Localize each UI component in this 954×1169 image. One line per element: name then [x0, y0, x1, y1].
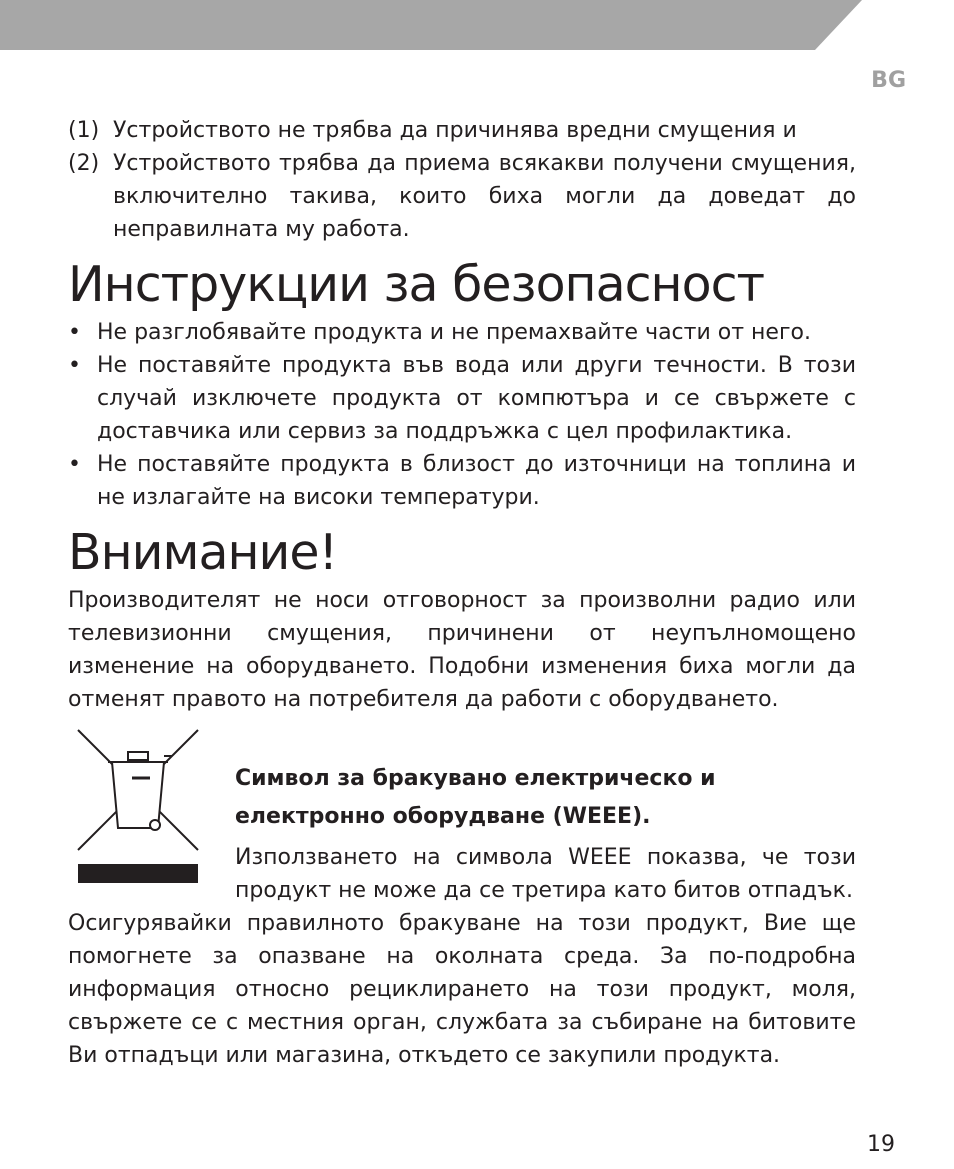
language-label: BG	[871, 68, 906, 93]
bullet-icon: •	[68, 452, 81, 477]
header-band	[0, 0, 954, 50]
safety-item-text: Не поставяйте продукта във вода или други течности. В този случай изключете продукта от компютъра и се свържете с доставчика или сервиз за поддръжка с цел профилактика.	[97, 353, 856, 444]
numbered-item	[68, 114, 856, 147]
safety-item	[68, 316, 856, 349]
warning-heading: Внимание!	[68, 524, 338, 581]
safety-item	[68, 448, 856, 514]
numbered-marker: (1)	[68, 118, 100, 143]
weee-title: Символ за бракувано електрическо и електронно оборудване (WEEE).	[235, 766, 716, 829]
warning-paragraph: Производителят не носи отговорност за произволни радио или телевизионни смущения, причинени от неупълномощено изменение на оборудването. Подобни изменения биха могли да отменят правото на потребителя да работи с оборудването.	[68, 588, 856, 712]
safety-item-text: Не разглобявайте продукта и не премахвайте части от него.	[97, 320, 811, 345]
weee-paragraph: Осигурявайки правилното бракуване на този продукт, Вие ще помогнете за опазване на околната среда. За по-подробна информация относно рециклирането на този продукт, моля, свържете се с местния орган, службата за събиране на битовите Ви отпадъци или магазина, откъдето се закупили продукта.	[68, 911, 856, 1068]
page-number: 19	[867, 1132, 895, 1157]
weee-section	[68, 726, 856, 1072]
weee-crossed-bin-icon	[72, 726, 202, 886]
bullet-icon: •	[68, 320, 81, 345]
weee-text: Използването на символа WEEE показва, че този продукт не може да се третира като битов отпадък.	[235, 845, 856, 903]
safety-item	[68, 349, 856, 448]
page-content	[68, 114, 856, 1072]
numbered-text: Устройството трябва да приема всякакви получени смущения, включително такива, които биха могли да доведат до неправилната му работа.	[113, 151, 856, 242]
numbered-text: Устройството не трябва да причинява вредни смущения и	[113, 118, 797, 143]
safety-item-text: Не поставяйте продукта в близост до източници на топлина и не излагайте на високи температури.	[97, 452, 856, 510]
numbered-item	[68, 147, 856, 246]
numbered-marker: (2)	[68, 151, 100, 176]
bullet-icon: •	[68, 353, 81, 378]
safety-heading: Инструкции за безопасност	[68, 256, 765, 313]
